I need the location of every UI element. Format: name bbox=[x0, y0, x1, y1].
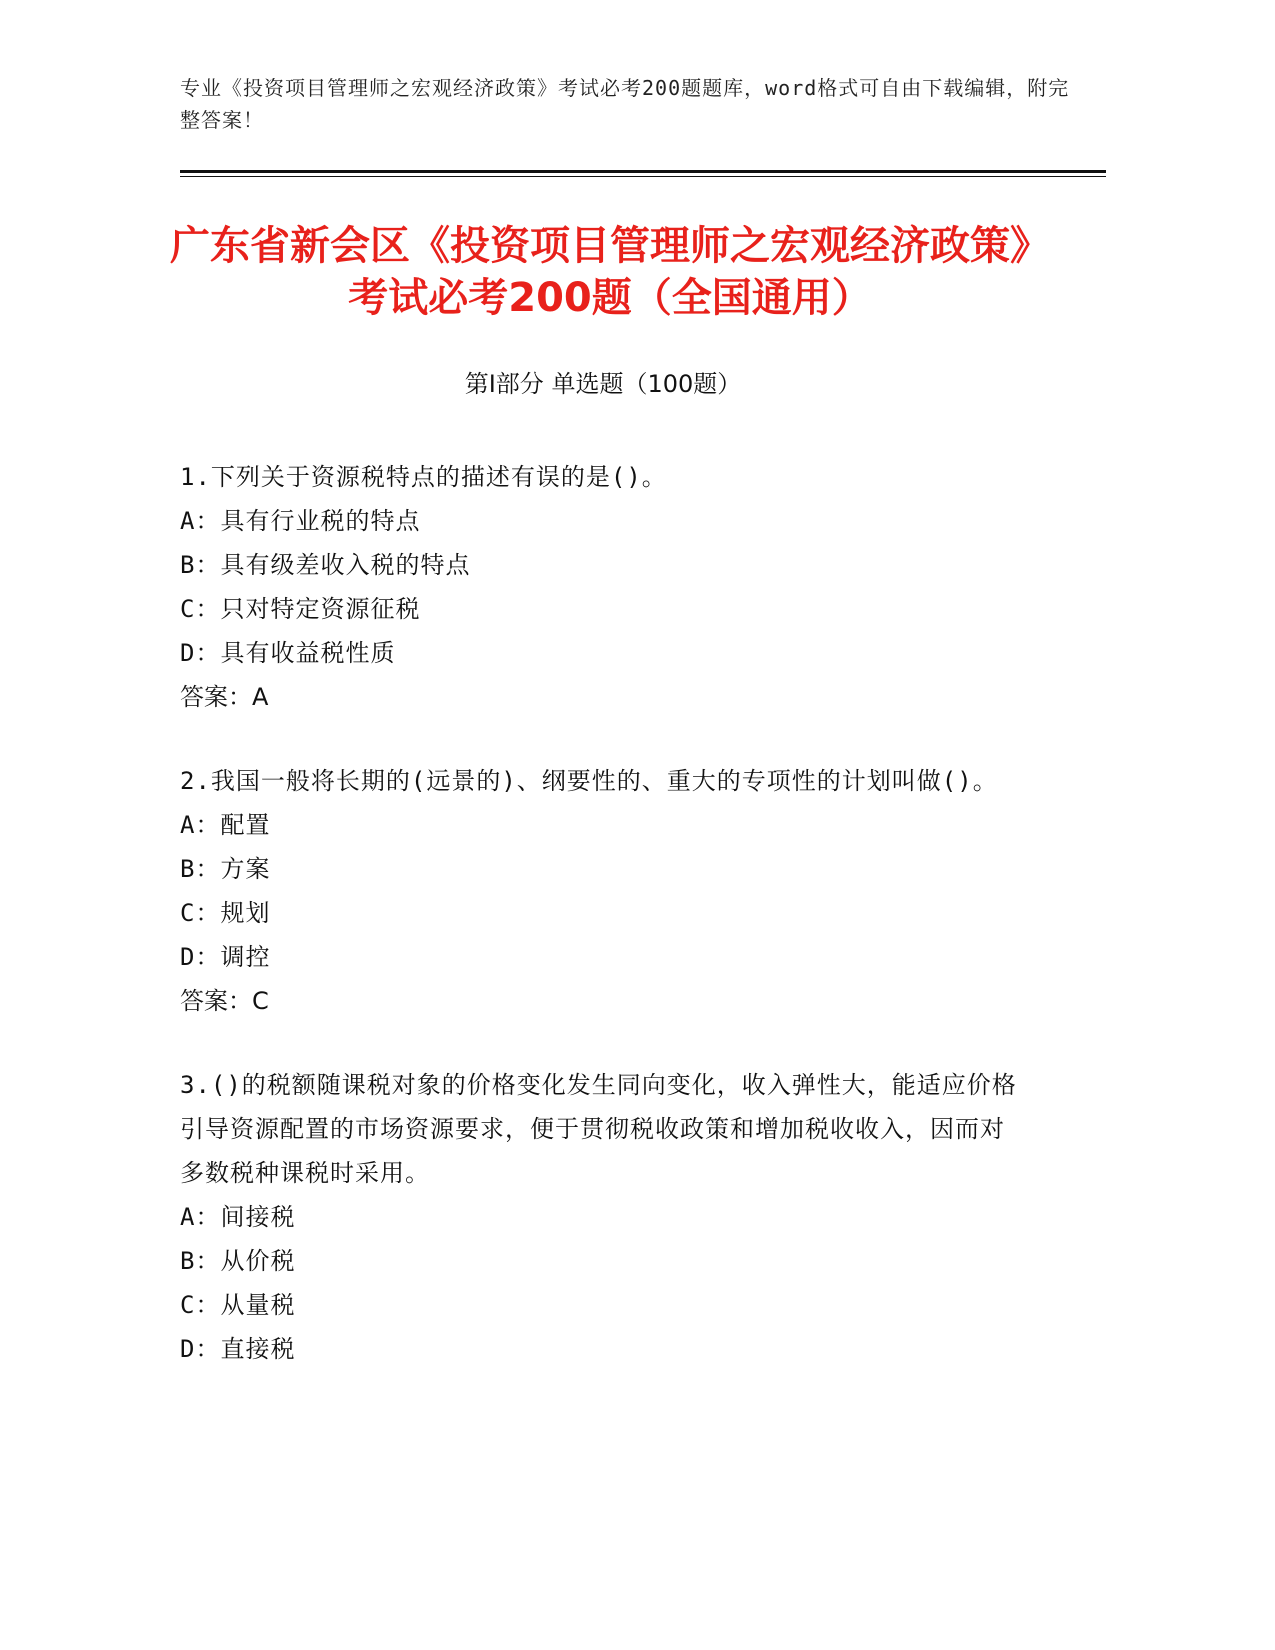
option-a: A：具有行业税的特点 bbox=[180, 507, 421, 535]
question-2 bbox=[180, 759, 1020, 1023]
question-1 bbox=[180, 455, 1020, 719]
header-divider-thin bbox=[180, 176, 1106, 177]
question-list bbox=[180, 455, 1020, 1411]
answer-line: 答案：C bbox=[180, 987, 269, 1015]
question-stem: 3.()的税额随课税对象的价格变化发生同向变化，收入弹性大，能适应价格引导资源配置的市场资源要求，便于贯彻税收政策和增加税收收入，因而对多数税种课税时采用。 bbox=[180, 1071, 1017, 1187]
header-divider-thick bbox=[180, 170, 1106, 173]
answer-line: 答案：A bbox=[180, 683, 269, 711]
option-a: A：配置 bbox=[180, 811, 271, 839]
header-note: 专业《投资项目管理师之宏观经济政策》考试必考200题题库，word格式可自由下载编辑，附完整答案！ bbox=[180, 76, 1070, 132]
question-stem: 1.下列关于资源税特点的描述有误的是()。 bbox=[180, 463, 667, 491]
option-b: B：从价税 bbox=[180, 1247, 296, 1275]
question-3 bbox=[180, 1063, 1020, 1371]
option-b: B：具有级差收入税的特点 bbox=[180, 551, 471, 579]
option-b: B：方案 bbox=[180, 855, 271, 883]
option-c: C：只对特定资源征税 bbox=[180, 595, 421, 623]
option-a: A：间接税 bbox=[180, 1203, 296, 1231]
section-heading: 第I部分 单选题（100题） bbox=[464, 370, 742, 398]
option-d: D：调控 bbox=[180, 943, 271, 971]
option-d: D：直接税 bbox=[180, 1335, 296, 1363]
document-title: 广东省新会区《投资项目管理师之宏观经济政策》考试必考200题（全国通用） bbox=[170, 223, 1050, 321]
question-stem: 2.我国一般将长期的(远景的)、纲要性的、重大的专项性的计划叫做()。 bbox=[180, 767, 998, 795]
option-d: D：具有收益税性质 bbox=[180, 639, 396, 667]
option-c: C：规划 bbox=[180, 899, 271, 927]
option-c: C：从量税 bbox=[180, 1291, 296, 1319]
